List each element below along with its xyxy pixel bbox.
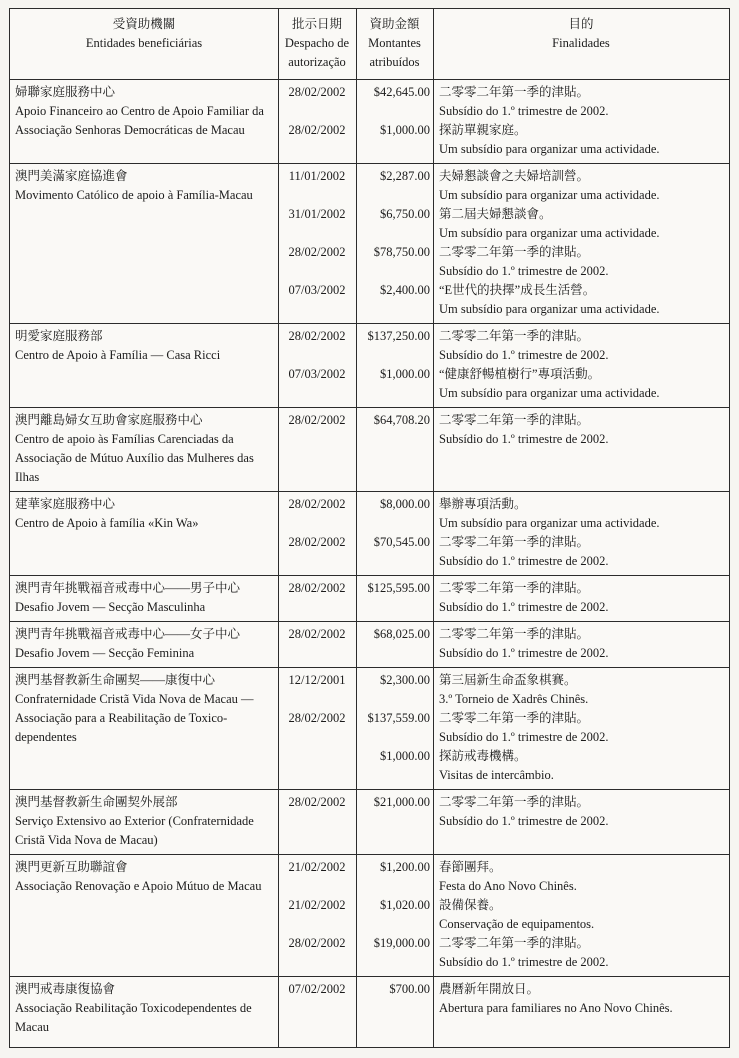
grant-amount-cell: $1,200.00	[380, 860, 430, 874]
entity-name-zh: 澳門離島婦女互助會家庭服務中心	[15, 413, 203, 427]
purpose-zh: 二零零二年第一季的津貼。	[439, 711, 590, 725]
purpose-zh: 探訪戒毒機構。	[439, 749, 527, 763]
subsidy-table	[9, 8, 730, 1048]
column-divider	[356, 324, 357, 407]
purpose-zh: 二零零二年第一季的津貼。	[439, 413, 590, 427]
entity-name-zh: 建華家庭服務中心	[15, 497, 116, 511]
purpose-pt: Subsídio do 1.º trimestre de 2002.	[439, 955, 609, 969]
entity-name-zh: 明愛家庭服務部	[15, 329, 103, 343]
column-divider	[278, 855, 279, 976]
column-divider	[433, 855, 434, 976]
header-entities-zh: 受資助機關	[112, 17, 176, 31]
grant-date-cell: 28/02/2002	[288, 123, 346, 137]
table-header	[10, 9, 729, 79]
grant-date-cell: 07/03/2002	[288, 367, 346, 381]
grant-row	[278, 121, 729, 159]
grant-purpose-cell	[433, 281, 729, 319]
grant-purpose-cell	[433, 709, 729, 747]
grant-amount-cell: $1,020.00	[380, 898, 430, 912]
column-divider	[433, 492, 434, 575]
column-divider	[278, 576, 279, 621]
entity-cell	[10, 80, 278, 163]
grant-amount-cell: $6,750.00	[380, 207, 430, 221]
purpose-zh: 探訪單親家庭。	[439, 123, 527, 137]
column-divider	[356, 80, 357, 163]
purpose-pt: Subsídio do 1.º trimestre de 2002.	[439, 814, 609, 828]
header-date	[278, 9, 356, 79]
grant-date-cell: 28/02/2002	[288, 795, 346, 809]
purpose-pt: Subsídio do 1.º trimestre de 2002.	[439, 600, 609, 614]
purpose-zh: 二零零二年第一季的津貼。	[439, 581, 590, 595]
grant-purpose-cell	[433, 858, 729, 896]
grant-row	[278, 281, 729, 319]
column-divider	[356, 576, 357, 621]
purpose-zh: 二零零二年第一季的津貼。	[439, 795, 590, 809]
purpose-zh: 春節團拜。	[439, 860, 502, 874]
grant-row	[278, 83, 729, 121]
entity-name-pt: Confraternidade Cristã Vida Nova de Macau — Associação para a Reabilitação de Toxico-dependentes	[15, 692, 254, 744]
grant-amount-cell: $19,000.00	[373, 936, 430, 950]
table-row	[10, 575, 729, 621]
grant-amount-cell: $8,000.00	[380, 497, 430, 511]
header-purpose	[433, 9, 729, 79]
column-divider	[356, 164, 357, 323]
grant-purpose-cell	[433, 625, 729, 663]
purpose-pt: Um subsídio para organizar uma actividade.	[439, 142, 660, 156]
grant-row	[278, 709, 729, 747]
grant-row	[278, 243, 729, 281]
grant-date-cell: 31/01/2002	[288, 207, 346, 221]
grant-purpose-cell	[433, 579, 729, 617]
grants-column	[278, 80, 729, 163]
entity-cell	[10, 977, 278, 1047]
column-divider	[356, 977, 357, 1047]
grant-date-cell: 28/02/2002	[288, 413, 346, 427]
grant-amount-cell: $1,000.00	[380, 123, 430, 137]
header-amount-zh: 資助金額	[369, 17, 420, 31]
grant-date-cell: 28/02/2002	[288, 245, 346, 259]
entity-name-pt: Associação Reabilitação Toxicodependentes de Macau	[15, 1001, 252, 1034]
grant-amount-cell: $2,287.00	[380, 169, 430, 183]
entity-name-pt: Centro de apoio às Famílias Carenciadas da Associação de Mútuo Auxílio das Mulheres das Ilhas	[15, 432, 254, 484]
grant-purpose-cell	[433, 411, 729, 449]
grant-row	[278, 858, 729, 896]
column-divider	[356, 9, 357, 79]
grant-amount-cell: $137,559.00	[367, 711, 430, 725]
column-divider	[433, 164, 434, 323]
column-divider	[356, 790, 357, 854]
grants-column	[278, 576, 729, 621]
header-purpose-zh: 目的	[568, 17, 594, 31]
purpose-pt: Festa do Ano Novo Chinês.	[439, 879, 577, 893]
entity-name-zh: 澳門基督教新生命團契外展部	[15, 795, 178, 809]
grant-date-cell: 28/02/2002	[288, 497, 346, 511]
grant-amount-cell: $78,750.00	[373, 245, 430, 259]
purpose-pt: 3.º Torneio de Xadrês Chinês.	[439, 692, 589, 706]
grant-row	[278, 980, 729, 1018]
grant-row	[278, 495, 729, 533]
grant-date-cell: 28/02/2002	[288, 627, 346, 641]
column-divider	[278, 9, 279, 79]
purpose-pt: Subsídio do 1.º trimestre de 2002.	[439, 264, 609, 278]
grant-date-cell: 07/02/2002	[288, 982, 346, 996]
column-divider	[356, 855, 357, 976]
column-divider	[278, 977, 279, 1047]
grant-amount-cell: $42,645.00	[373, 85, 430, 99]
entity-name-pt: Desafio Jovem — Secção Masculinha	[15, 600, 206, 614]
table-row	[10, 407, 729, 491]
grant-row	[278, 896, 729, 934]
grant-date-cell: 21/02/2002	[288, 860, 346, 874]
grant-amount-cell: $700.00	[389, 982, 430, 996]
column-divider	[278, 324, 279, 407]
grant-row	[278, 411, 729, 449]
grant-purpose-cell	[433, 980, 729, 1018]
entity-cell	[10, 492, 278, 575]
purpose-pt: Subsídio do 1.º trimestre de 2002.	[439, 348, 609, 362]
grant-date-cell: 28/02/2002	[288, 85, 346, 99]
purpose-zh: “E世代的抉擇”成長生活營。	[439, 283, 596, 297]
grant-purpose-cell	[433, 83, 729, 121]
grant-row	[278, 579, 729, 617]
entity-cell	[10, 622, 278, 667]
table-row	[10, 79, 729, 163]
purpose-zh: 二零零二年第一季的津貼。	[439, 85, 590, 99]
column-divider	[356, 622, 357, 667]
purpose-zh: 第三屆新生命盃象棋賽。	[439, 673, 577, 687]
purpose-pt: Abertura para familiares no Ano Novo Chinês.	[439, 1001, 673, 1015]
grants-column	[278, 977, 729, 1047]
column-divider	[278, 492, 279, 575]
entity-name-pt: Desafio Jovem — Secção Feminina	[15, 646, 195, 660]
purpose-pt: Subsídio do 1.º trimestre de 2002.	[439, 554, 609, 568]
grant-purpose-cell	[433, 365, 729, 403]
grant-amount-cell: $125,595.00	[367, 581, 430, 595]
purpose-zh: 第二屆夫婦懇談會。	[439, 207, 552, 221]
column-divider	[278, 790, 279, 854]
header-date-pt: Despacho de autorização	[284, 36, 350, 69]
grant-purpose-cell	[433, 205, 729, 243]
grant-purpose-cell	[433, 793, 729, 831]
entity-name-zh: 婦聯家庭服務中心	[15, 85, 116, 99]
entity-name-pt: Apoio Financeiro ao Centro de Apoio Familiar da Associação Senhoras Democráticas de Macau	[15, 104, 264, 137]
entity-cell	[10, 408, 278, 491]
header-entities-pt: Entidades beneficiárias	[85, 36, 203, 50]
grant-date-cell: 11/01/2002	[288, 169, 346, 183]
column-divider	[433, 790, 434, 854]
grant-date-cell: 28/02/2002	[288, 535, 346, 549]
grant-purpose-cell	[433, 243, 729, 281]
header-purpose-pt: Finalidades	[552, 36, 610, 50]
column-divider	[278, 408, 279, 491]
grant-date-cell	[278, 747, 356, 785]
grants-column	[278, 622, 729, 667]
entity-cell	[10, 164, 278, 323]
purpose-pt: Subsídio do 1.º trimestre de 2002.	[439, 104, 609, 118]
grant-amount-cell: $1,000.00	[380, 367, 430, 381]
entity-name-pt: Centro de Apoio à Família — Casa Ricci	[15, 348, 221, 362]
grants-column	[278, 855, 729, 976]
grants-column	[278, 790, 729, 854]
table-row	[10, 491, 729, 575]
grant-row	[278, 167, 729, 205]
grant-date-cell: 12/12/2001	[288, 673, 346, 687]
grant-row	[278, 793, 729, 831]
entity-name-zh: 澳門美滿家庭協進會	[15, 169, 128, 183]
grants-column	[278, 408, 729, 491]
column-divider	[356, 668, 357, 789]
purpose-pt: Um subsídio para organizar uma actividade.	[439, 516, 660, 530]
entity-cell	[10, 324, 278, 407]
grant-row	[278, 671, 729, 709]
grant-date-cell: 28/02/2002	[288, 936, 346, 950]
grant-amount-cell: $2,300.00	[380, 673, 430, 687]
grant-purpose-cell	[433, 327, 729, 365]
grant-row	[278, 533, 729, 571]
column-divider	[433, 668, 434, 789]
purpose-pt: Subsídio do 1.º trimestre de 2002.	[439, 646, 609, 660]
table-body	[10, 79, 729, 1047]
purpose-pt: Conservação de equipamentos.	[439, 917, 595, 931]
header-date-zh: 批示日期	[291, 17, 342, 31]
column-divider	[433, 9, 434, 79]
purpose-zh: 舉辦專項活動。	[439, 497, 527, 511]
column-divider	[278, 668, 279, 789]
purpose-pt: Um subsídio para organizar uma actividade.	[439, 188, 660, 202]
purpose-zh: 二零零二年第一季的津貼。	[439, 936, 590, 950]
grant-row	[278, 747, 729, 785]
entity-name-pt: Serviço Extensivo ao Exterior (Confraternidade Cristã Vida Nova de Macau)	[15, 814, 254, 847]
grants-column	[278, 668, 729, 789]
column-divider	[433, 408, 434, 491]
purpose-pt: Subsídio do 1.º trimestre de 2002.	[439, 432, 609, 446]
grant-amount-cell: $137,250.00	[367, 329, 430, 343]
column-divider	[433, 622, 434, 667]
grants-column	[278, 492, 729, 575]
table-row	[10, 976, 729, 1047]
grants-column	[278, 164, 729, 323]
column-divider	[433, 576, 434, 621]
entity-name-zh: 澳門青年挑戰福音戒毒中心——男子中心	[15, 581, 241, 595]
header-amount	[356, 9, 433, 79]
grant-purpose-cell	[433, 167, 729, 205]
purpose-pt: Um subsídio para organizar uma actividade.	[439, 386, 660, 400]
column-divider	[278, 80, 279, 163]
grant-row	[278, 625, 729, 663]
entity-cell	[10, 790, 278, 854]
header-entities	[10, 9, 278, 79]
grant-date-cell: 28/02/2002	[288, 711, 346, 725]
purpose-zh: “健康舒暢植樹行”專項活動。	[439, 367, 601, 381]
grant-date-cell: 07/03/2002	[288, 283, 346, 297]
entity-name-zh: 澳門更新互助聯誼會	[15, 860, 128, 874]
column-divider	[433, 977, 434, 1047]
entity-cell	[10, 576, 278, 621]
grant-amount-cell: $21,000.00	[373, 795, 430, 809]
purpose-zh: 二零零二年第一季的津貼。	[439, 535, 590, 549]
grant-date-cell: 28/02/2002	[288, 581, 346, 595]
grant-purpose-cell	[433, 747, 729, 785]
table-row	[10, 323, 729, 407]
purpose-zh: 二零零二年第一季的津貼。	[439, 329, 590, 343]
entity-name-zh: 澳門青年挑戰福音戒毒中心——女子中心	[15, 627, 241, 641]
column-divider	[278, 622, 279, 667]
table-row	[10, 667, 729, 789]
grant-amount-cell: $2,400.00	[380, 283, 430, 297]
grant-amount-cell: $70,545.00	[373, 535, 430, 549]
purpose-zh: 農曆新年開放日。	[439, 982, 540, 996]
purpose-zh: 設備保養。	[439, 898, 502, 912]
grant-purpose-cell	[433, 934, 729, 972]
table-row	[10, 163, 729, 323]
grant-date-cell: 28/02/2002	[288, 329, 346, 343]
purpose-pt: Visitas de intercâmbio.	[439, 768, 554, 782]
table-row	[10, 621, 729, 667]
purpose-zh: 二零零二年第一季的津貼。	[439, 245, 590, 259]
table-row	[10, 854, 729, 976]
entity-name-pt: Centro de Apoio à família «Kin Wa»	[15, 516, 199, 530]
entity-name-pt: Associação Renovação e Apoio Mútuo de Macau	[15, 879, 262, 893]
header-amount-pt: Montantes atribuídos	[368, 36, 421, 69]
purpose-pt: Um subsídio para organizar uma actividade.	[439, 226, 660, 240]
purpose-pt: Um subsídio para organizar uma actividade.	[439, 302, 660, 316]
entity-cell	[10, 668, 278, 789]
column-divider	[278, 164, 279, 323]
grant-purpose-cell	[433, 121, 729, 159]
entity-cell	[10, 855, 278, 976]
grant-amount-cell: $64,708.20	[373, 413, 430, 427]
grant-row	[278, 205, 729, 243]
grants-column	[278, 324, 729, 407]
purpose-pt: Subsídio do 1.º trimestre de 2002.	[439, 730, 609, 744]
column-divider	[356, 492, 357, 575]
entity-name-zh: 澳門戒毒康復協會	[15, 982, 116, 996]
column-divider	[433, 324, 434, 407]
entity-name-zh: 澳門基督教新生命團契——康復中心	[15, 673, 216, 687]
column-divider	[356, 408, 357, 491]
grant-amount-cell: $1,000.00	[380, 749, 430, 763]
table-row	[10, 789, 729, 854]
grant-date-cell: 21/02/2002	[288, 898, 346, 912]
grant-purpose-cell	[433, 896, 729, 934]
column-divider	[433, 80, 434, 163]
grant-purpose-cell	[433, 495, 729, 533]
purpose-zh: 二零零二年第一季的津貼。	[439, 627, 590, 641]
grant-amount-cell: $68,025.00	[373, 627, 430, 641]
grant-row	[278, 365, 729, 403]
purpose-zh: 夫婦懇談會之夫婦培訓營。	[439, 169, 590, 183]
entity-name-pt: Movimento Católico de apoio à Família-Macau	[15, 188, 253, 202]
grant-row	[278, 934, 729, 972]
grant-row	[278, 327, 729, 365]
grant-purpose-cell	[433, 671, 729, 709]
grant-purpose-cell	[433, 533, 729, 571]
